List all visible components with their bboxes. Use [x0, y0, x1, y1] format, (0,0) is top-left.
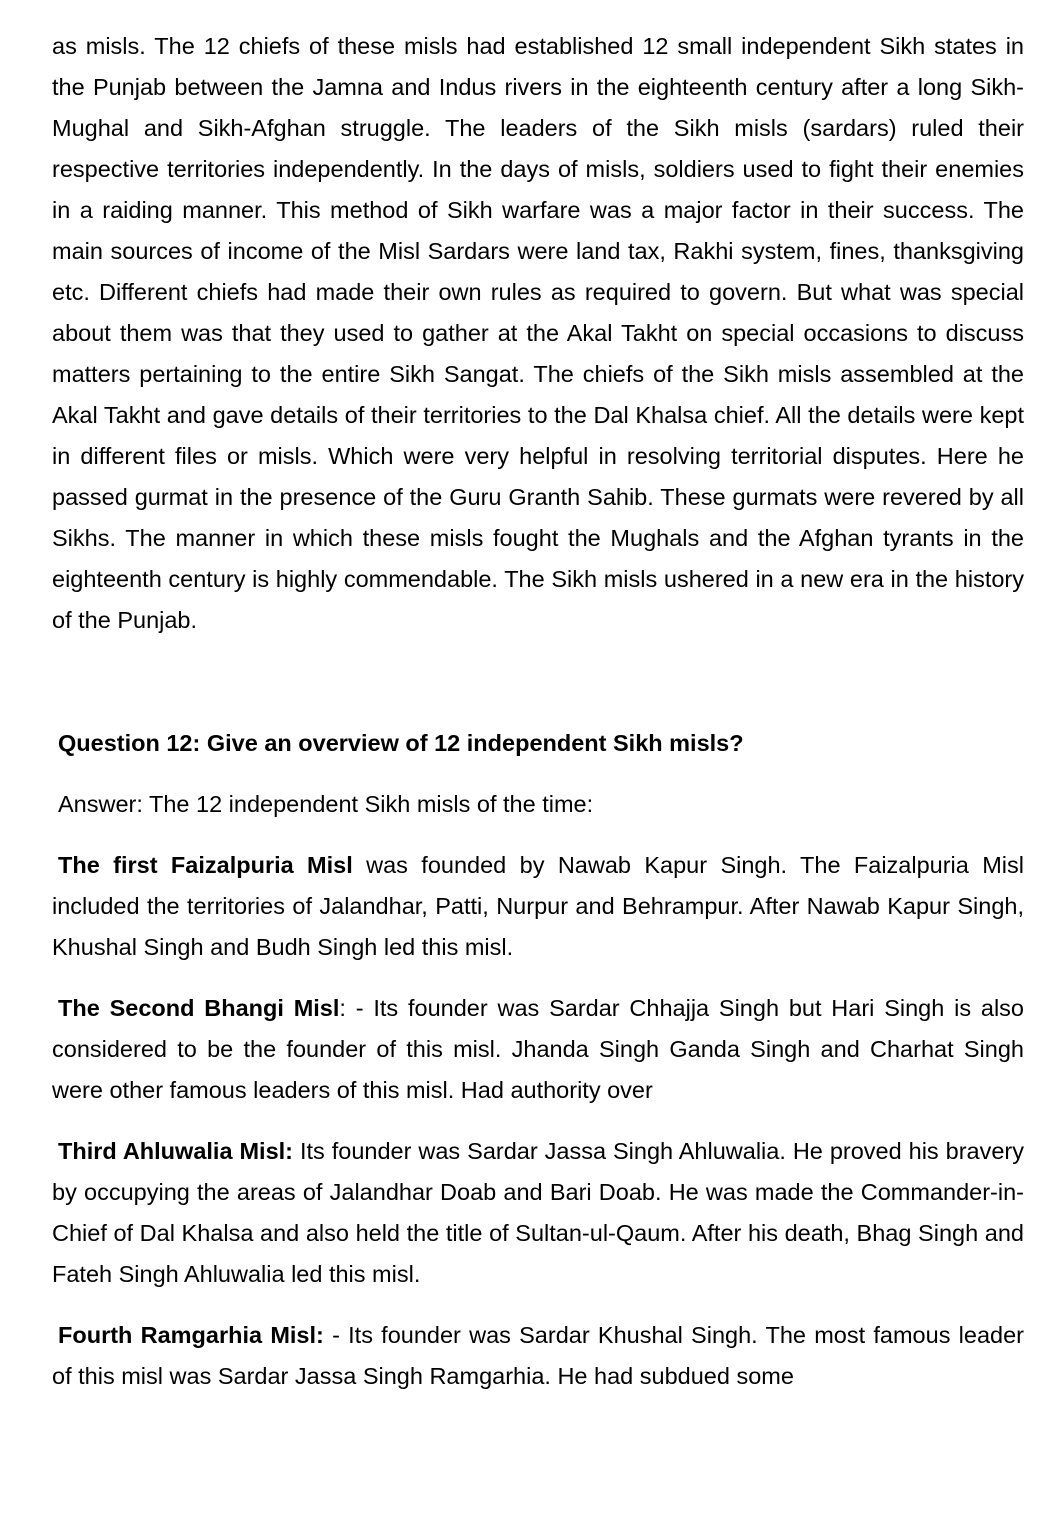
misl-text: was founded by Nawab Kapur Singh. The Faizalpuria Misl included the territories of Jalandhar, Patti, Nurpur and Behrampur. After Nawab Kapur Singh, Khushal Singh and Budh Singh led this misl. [52, 852, 1024, 960]
misl-paragraph-ahluwalia [52, 1131, 1024, 1295]
misl-title: The Second Bhangi Misl [58, 995, 340, 1021]
misl-title: Third Ahluwalia Misl: [58, 1138, 293, 1164]
misl-text: - Its founder was Sardar Khushal Singh. The most famous leader of this misl was Sardar Jassa Singh Ramgarhia. He had subdued some [52, 1322, 1024, 1389]
misl-text: : - Its founder was Sardar Chhajja Singh but Hari Singh is also considered to be the founder of this misl. Jhanda Singh Ganda Singh and Charhat Singh were other famous leaders of this misl. Had authority over [52, 995, 1024, 1103]
misl-title: The first Faizalpuria Misl [58, 852, 353, 878]
misl-paragraph-ramgarhia [52, 1315, 1024, 1397]
document-page [52, 26, 1024, 1397]
misl-paragraph-faizalpuria [52, 845, 1024, 968]
misl-paragraph-bhangi [52, 988, 1024, 1111]
intro-paragraph: as misls. The 12 chiefs of these misls had established 12 small independent Sikh states in the Punjab between the Jamna and Indus rivers in the eighteenth century after a long Sikh-Mughal and Sikh-Afghan struggle. The leaders of the Sikh misls (sardars) ruled their respective territories independently. In the days of misls, soldiers used to fight their enemies in a raiding manner. This method of Sikh warfare was a major factor in their success. The main sources of income of the Misl Sardars were land tax, Rakhi system, fines, thanksgiving etc. Different chiefs had made their own rules as required to govern. But what was special about them was that they used to gather at the Akal Takht on special occasions to discuss matters pertaining to the entire Sikh Sangat. The chiefs of the Sikh misls assembled at the Akal Takht and gave details of their territories to the Dal Khalsa chief. All the details were kept in different files or misls. Which were very helpful in resolving territorial disputes. Here he passed gurmat in the presence of the Guru Granth Sahib. These gurmats were revered by all Sikhs. The manner in which these misls fought the Mughals and the Afghan tyrants in the eighteenth century is highly commendable. The Sikh misls ushered in a new era in the history of the Punjab. [52, 33, 1024, 633]
misl-text: Its founder was Sardar Jassa Singh Ahluwalia. He proved his bravery by occupying the areas of Jalandhar Doab and Bari Doab. He was made the Commander-in-Chief of Dal Khalsa and also held the title of Sultan-ul-Qaum. After his death, Bhag Singh and Fateh Singh Ahluwalia led this misl. [52, 1138, 1024, 1287]
answer-lead: Answer: The 12 independent Sikh misls of the time: [58, 791, 594, 817]
misl-title: Fourth Ramgarhia Misl: [58, 1322, 324, 1348]
question-heading: Question 12: Give an overview of 12 independent Sikh misls? [58, 730, 744, 756]
